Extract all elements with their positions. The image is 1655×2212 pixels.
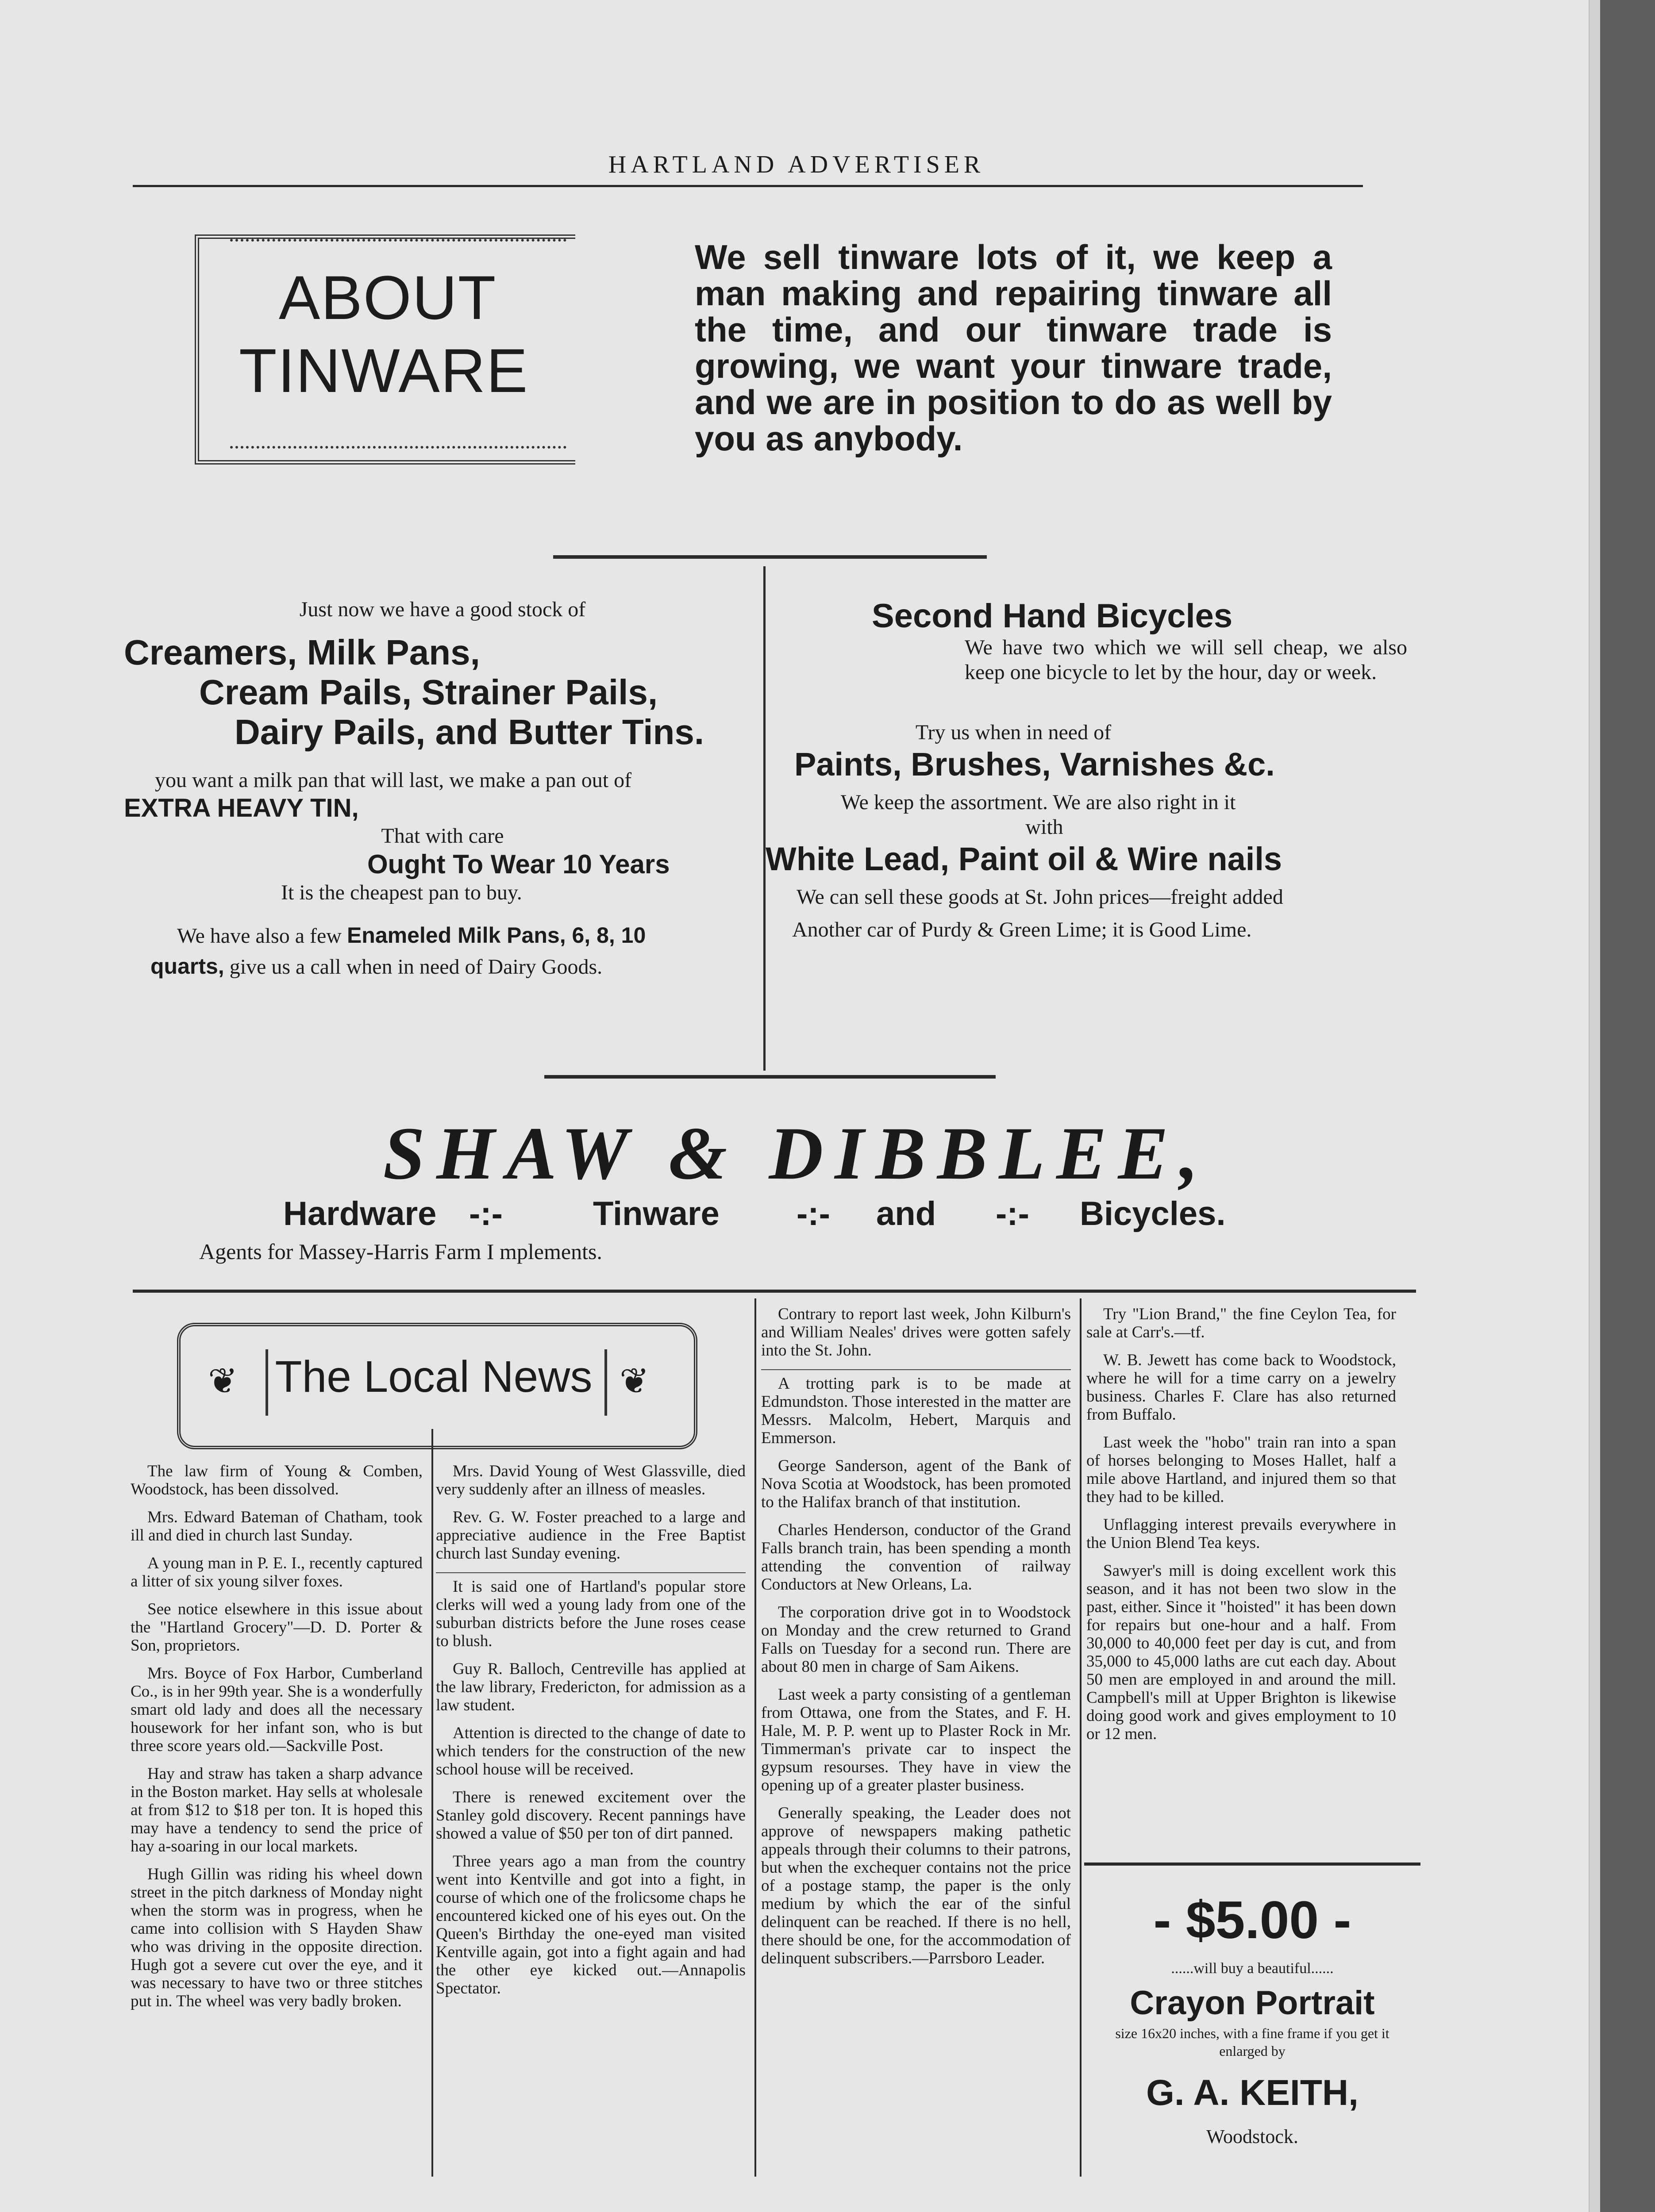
- dairy-enamel-pre: We have also a few: [177, 924, 342, 948]
- masthead-rule: [133, 185, 1363, 187]
- bicycles-with: with: [1025, 815, 1063, 839]
- news-item: A trotting park is to be made at Edmundston. Those interested in the matter are Messrs. Malcolm, Hebert, Marquis and Emmerson.: [761, 1369, 1071, 1447]
- shaw-bicycles: Bicycles.: [1080, 1195, 1226, 1233]
- dairy-column: [124, 597, 761, 979]
- news-item: Charles Henderson, conductor of the Grand Falls branch train, has been spending a month attending the convention of railway Conductors at New Orleans, La.: [761, 1521, 1071, 1594]
- dairy-enamel-bold: Enameled Milk Pans, 6, 8, 10: [346, 923, 646, 948]
- bicycles-lime: Another car of Purdy & Green Lime; it is Good Lime.: [792, 918, 1252, 941]
- dairy-quarts: [124, 954, 761, 979]
- dairy-care: That with care: [381, 824, 504, 848]
- news-item: Generally speaking, the Leader does not approve of newspapers making pathetic appeals through their columns to their patrons, but when the exchequer contains not the price of a postage stamp, the paper is the only medium by which the ear of the sinful delinquent can be reached. If there is no hell, there should be one, for the accommodation of delinquent subscribers.—Parrsboro Leader.: [761, 1804, 1071, 1967]
- tinware-title-line1: ABOUT: [279, 263, 497, 332]
- leaf-ornament-top: [230, 239, 566, 250]
- shaw-sep1: -:-: [469, 1195, 503, 1233]
- news-item: The corporation drive got in to Woodstock on Monday and the crew returned to Grand Falls on Tuesday for a second run. There are about 80 men in charge of Sam Aikens.: [761, 1603, 1071, 1676]
- local-news-title: The Local News: [275, 1352, 593, 1402]
- news-item: Mrs. Boyce of Fox Harbor, Cumberland Co., is in her 99th year. She is a wonderfully smart old lady and does all the necessary housework for her infant son, who is but three score years old.—Sackville Post.: [131, 1664, 423, 1755]
- portrait-name: G. A. KEITH,: [1146, 2073, 1359, 2113]
- dairy-line2: Cream Pails, Strainer Pails,: [199, 672, 658, 712]
- dairy-line3: Dairy Pails, and Butter Tins.: [235, 712, 704, 752]
- dairy-want: you want a milk pan that will last, we make a pan out of: [155, 768, 632, 792]
- news-item: Three years ago a man from the country went into Kentville and got into a fight, in course of which one of the frolicsome chaps he encountered kicked one of his eyes out. On the Queen's Birthday the one-eyed man visited Kentville again, got into a fight again and had the other eye kicked out.—Annapolis Spectator.: [436, 1852, 746, 1997]
- shaw-agents: Agents for Massey-Harris Farm I mplements.: [199, 1239, 602, 1264]
- dairy-ought: Ought To Wear 10 Years: [367, 849, 670, 879]
- news-item: Sawyer's mill is doing excellent work this season, and it has not been two slow in the past, either. Since it "hoisted" it has been down for repairs but one-hour and a half. From 30,000 to 40,000 feet per day is cut, and from 35,000 to 45,000 laths are cut each day. About 50 men are employed in and around the mill. Campbell's mill at Upper Brighton is likewise doing good work and gives employment to 10 or 12 men.: [1086, 1562, 1396, 1743]
- news-column-2: [436, 1462, 746, 2007]
- shaw-sep2: -:-: [797, 1195, 830, 1233]
- bicycles-paints: Paints, Brushes, Varnishes &c.: [794, 746, 1275, 783]
- portrait-price: - $5.00 -: [1153, 1890, 1351, 1950]
- news-item: Last week a party consisting of a gentleman from Ottawa, one from the States, and F. H. Hale, M. P. P. went up to Plaster Rock in Mr. Timmerman's private car to inspect the gypsum resourses. They have in view the opening up of a greater plaster business.: [761, 1686, 1071, 1794]
- news-item: Attention is directed to the change of date to which tenders for the construction of the new school house will be received.: [436, 1724, 746, 1778]
- crayon-portrait-ad: [1084, 1889, 1420, 2150]
- news-item: Last week the "hobo" train ran into a span of horses belonging to Moses Hallet, half a mile above Hartland, and injured them so that they had to be killed.: [1086, 1433, 1396, 1506]
- news-item: Mrs. David Young of West Glassville, died very suddenly after an illness of measles.: [436, 1462, 746, 1498]
- portrait-will-buy: ......will buy a beautiful......: [1171, 1960, 1334, 1977]
- bicycles-body: We have two which we will sell cheap, we also keep one bicycle to let by the hour, day or week.: [965, 636, 1407, 684]
- shaw-hardware: Hardware: [283, 1195, 437, 1233]
- leaf-ornament-bottom: [230, 438, 566, 449]
- news-column-1: [131, 1462, 423, 2020]
- news-item: Hugh Gillin was riding his wheel down street in the pitch darkness of Monday night when the storm was in progress, when he came into collision with S Hayden Shaw who was driving in the opposite direction. Hugh got a severe cut over the eye, and it was necessary to have two or three stitches put in. The wheel was very badly broken.: [131, 1865, 423, 2010]
- shaw-sep3: -:-: [996, 1195, 1029, 1233]
- tinware-title: [239, 261, 558, 407]
- news-item: It is said one of Hartland's popular store clerks will wed a young lady from one of the suburban districts before the June roses cease to blush.: [436, 1572, 746, 1650]
- news-item: Try "Lion Brand," the fine Ceylon Tea, for sale at Carr's.—tf.: [1086, 1305, 1396, 1341]
- news-item: Unflagging interest prevails everywhere in the Union Blend Tea keys.: [1086, 1516, 1396, 1552]
- news-top-rule: [133, 1290, 1416, 1293]
- news-column-divider-2: [754, 1298, 756, 2177]
- dairy-quarts-rest: give us a call when in need of Dairy Goods.: [229, 955, 603, 979]
- portrait-ad-rule: [1084, 1863, 1420, 1866]
- news-column-divider-1: [431, 1429, 433, 2177]
- news-item: Rev. G. W. Foster preached to a large and appreciative audience in the Free Baptist church last Sunday evening.: [436, 1508, 746, 1563]
- bicycles-lead: White Lead, Paint oil & Wire nails: [766, 841, 1282, 877]
- tinware-title-line2: TINWARE: [239, 336, 529, 405]
- bicycles-column: [766, 597, 1412, 942]
- news-item: Contrary to report last week, John Kilburn's and William Neales' drives were gotten safely into the St. John.: [761, 1305, 1071, 1359]
- masthead: HARTLAND ADVERTISER: [608, 151, 985, 178]
- tinware-body: We sell tinware lots of it, we keep a man making and repairing tinware all the time, and our tinware trade is growing, we want your tinware trade, and we are in position to do as well by you as anybody.: [695, 238, 1332, 458]
- dairy-enamel: [124, 923, 761, 949]
- news-item: There is renewed excitement over the Stanley gold discovery. Recent pannings have showed a value of $50 per ton of dirt panned.: [436, 1788, 746, 1843]
- news-item: Guy R. Balloch, Centreville has applied at the law library, Fredericton, for admission as a law student.: [436, 1660, 746, 1714]
- bicycles-heading: Second Hand Bicycles: [872, 597, 1233, 635]
- portrait-town: Woodstock.: [1206, 2126, 1298, 2147]
- dairy-quarts-bold: quarts,: [150, 954, 224, 979]
- dairy-heavy: EXTRA HEAVY TIN,: [124, 794, 359, 822]
- dairy-line1: Creamers, Milk Pans,: [124, 633, 480, 672]
- flower-ornament-icon-right: ❦: [620, 1362, 650, 1401]
- bicycles-stjohn: We can sell these goods at St. John prices—freight added: [797, 885, 1283, 909]
- news-item: George Sanderson, agent of the Bank of Nova Scotia at Woodstock, has been promoted to the Halifax branch of that institution.: [761, 1457, 1071, 1511]
- page-edge: [1589, 0, 1600, 2212]
- dairy-intro: Just now we have a good stock of: [299, 598, 586, 621]
- news-item: See notice elsewhere in this issue about the "Hartland Grocery"—D. D. Porter & Son, proprietors.: [131, 1600, 423, 1655]
- shaw-and: and: [876, 1195, 936, 1233]
- news-item: Mrs. Edward Bateman of Chatham, took ill and died in church last Sunday.: [131, 1508, 423, 1544]
- shaw-dibblee-name: SHAW & DIBBLEE,: [383, 1112, 1210, 1195]
- section-rule-top: [553, 555, 987, 559]
- news-column-4: [1086, 1305, 1396, 1753]
- bicycles-assort: We keep the assortment. We are also right in it: [841, 791, 1236, 814]
- news-item: W. B. Jewett has come back to Woodstock, where he will for a time carry on a jewelry business. Charles F. Clare has also returned from Buffalo.: [1086, 1351, 1396, 1424]
- portrait-size: size 16x20 inches, with a fine frame if you get it enlarged by: [1115, 2025, 1389, 2059]
- portrait-title: Crayon Portrait: [1130, 1984, 1375, 2022]
- bicycles-try: Try us when in need of: [915, 721, 1112, 744]
- section-rule-bottom: [544, 1075, 996, 1079]
- news-column-divider-3: [1080, 1298, 1082, 2177]
- flower-ornament-icon: ❦: [208, 1362, 238, 1401]
- dairy-cheapest: It is the cheapest pan to buy.: [281, 881, 522, 904]
- news-item: A young man in P. E. I., recently captured a litter of six young silver foxes.: [131, 1554, 423, 1590]
- news-item: Hay and straw has taken a sharp advance in the Boston market. Hay sells at wholesale at from $12 to $18 per ton. It is hoped this may have a tendency to send the price of hay a-soaring in our local markets.: [131, 1765, 423, 1855]
- news-item: The law firm of Young & Comben, Woodstock, has been dissolved.: [131, 1462, 423, 1498]
- news-column-3: [761, 1305, 1071, 1977]
- shaw-tinware: Tinware: [593, 1195, 720, 1233]
